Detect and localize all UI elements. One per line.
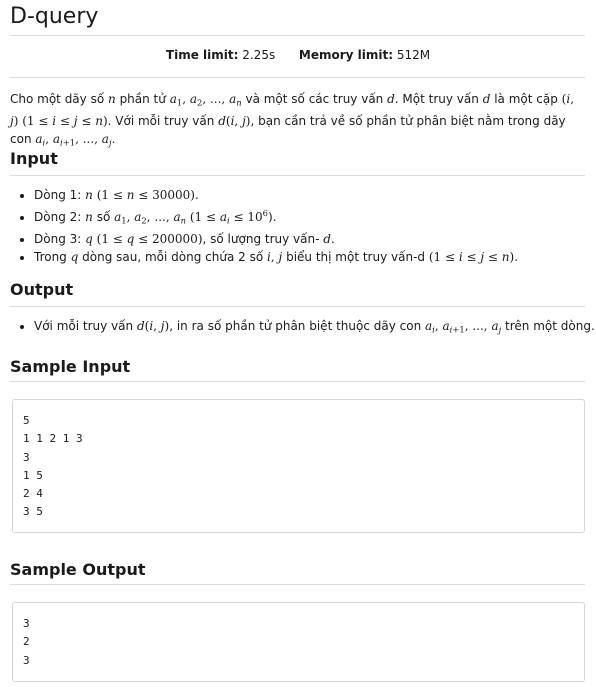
- sample-output-box: [12, 602, 585, 682]
- sample-output-content: 3 2 3: [23, 617, 30, 667]
- memory-limit-label: Memory limit:: [298, 48, 393, 62]
- sample-input-content: 5 1 1 2 1 3 3 1 5 2 4 3 5: [23, 414, 83, 519]
- title-divider: [10, 35, 585, 36]
- output-divider: [10, 306, 585, 307]
- sample-output-heading: Sample Output: [10, 560, 146, 579]
- input-heading: Input: [10, 149, 58, 168]
- sample-input-box: [12, 399, 585, 533]
- input-list: [10, 186, 518, 266]
- list-item: • Trong q dòng sau, mỗi dòng chứa 2 số i, j biểu thị một truy vấn-d (1 ≤ i ≤ j ≤ n).: [34, 248, 518, 266]
- list-item: • Dòng 3: q (1 ≤ q ≤ 200000), số lượng truy vấn- d.: [34, 230, 518, 248]
- time-limit-label: Time limit:: [165, 48, 239, 62]
- time-limit-value: 2.25s: [242, 48, 276, 62]
- problem-statement: Cho một dãy số n phần tử $a_1$, $a_2$, ..., $a_n$ và một số các truy vấn d. Một truy vấn d là một cặp (i, j) (1 ≤ i ≤ j ≤ n). Với mỗi truy vấn d(i, j), bạn cần trả về số phần tử phân biệt nằm trong dãy con $a_i$, $a_{i+1}$, ..., $a_j$.: [10, 92, 575, 148]
- limits-bar: [0, 48, 596, 62]
- limits-divider: [10, 77, 585, 78]
- output-heading: Output: [10, 280, 74, 299]
- sample-output-divider: [10, 584, 585, 585]
- input-divider: [10, 175, 585, 176]
- problem-title: D-query: [10, 4, 99, 29]
- memory-limit-value: 512M: [396, 48, 431, 62]
- sample-input-divider: [10, 381, 585, 382]
- list-item: • Với mỗi truy vấn d(i, j), in ra số phần tử phân biệt thuộc dãy con $a_i$, $a_{i+1}$, ..., $a_j$ trên một dòng.: [34, 317, 595, 339]
- list-item: • Dòng 1: n (1 ≤ n ≤ 30000).: [34, 186, 518, 204]
- sample-input-heading: Sample Input: [10, 357, 131, 376]
- output-list: [10, 317, 595, 339]
- list-item: • Dòng 2: n số $a_1$, $a_2$, ..., $a_n$ $(1 \le a_i \le 10^6)$.: [34, 204, 518, 230]
